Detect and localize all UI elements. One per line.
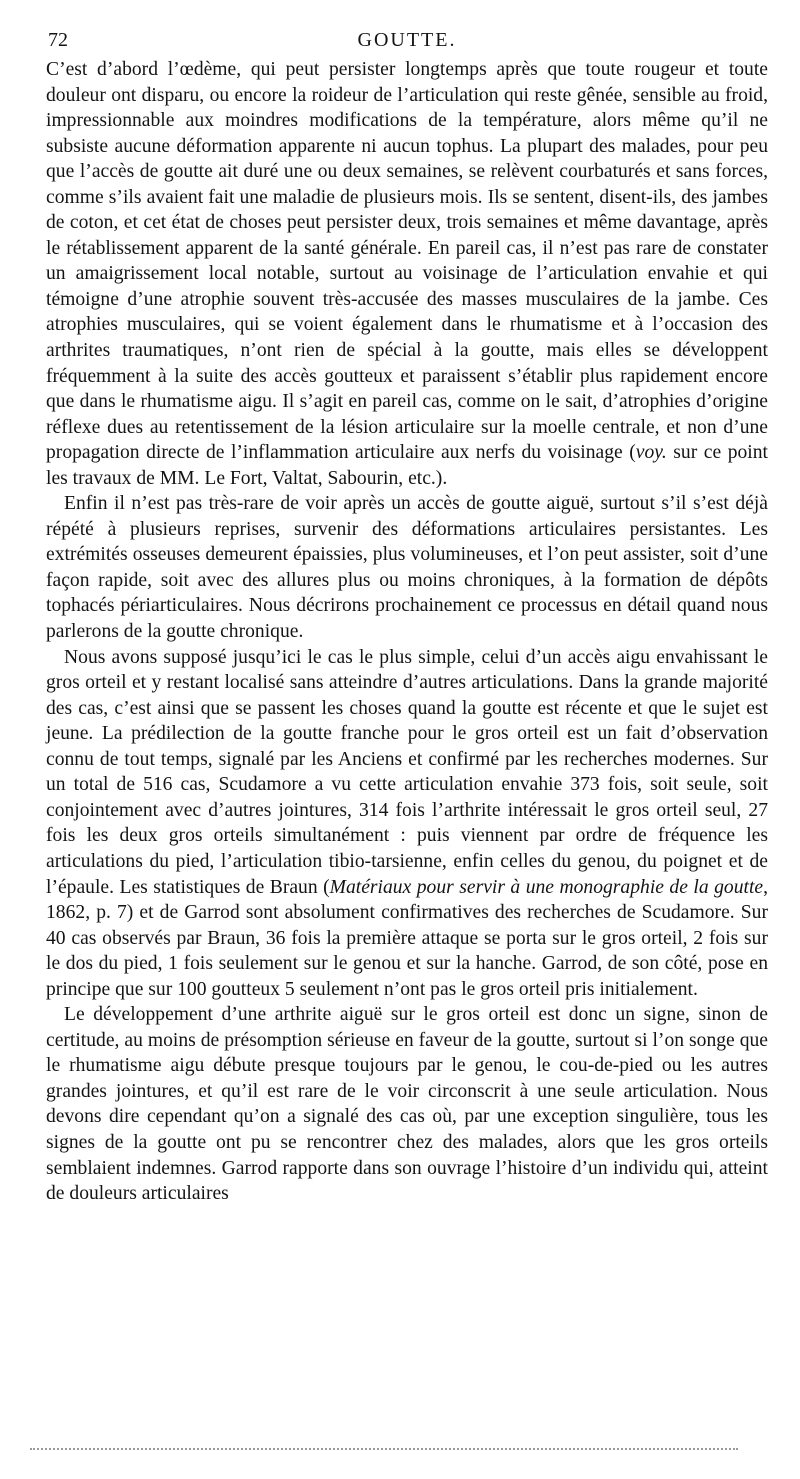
paragraph xyxy=(46,57,768,491)
text-run: sur ce point les travaux de MM. Le Fort, Valtat, Sabourin, etc.). xyxy=(46,442,768,489)
text-run: C’est d’abord l’œdème, qui peut persister longtemps après que toute rougeur et toute douleur ont disparu, ou encore la roideur de l’articulation qui reste gênée, sensible au froid, impressionnable aux moindres modifications de la température, alors même qu’il ne subsiste aucune déformation apparente ni aucun tophus. La plupart des malades, pour peu que l’accès de goutte ait duré une ou deux semaines, se relèvent courbaturés et sans forces, comme s’ils avaient fait une maladie de plusieurs mois. Ils se sentent, disent-ils, des jambes de coton, et cet état de choses peut persister deux, trois semaines et même davantage, après le rétablissement apparent de la santé générale. En pareil cas, il n’est pas rare de constater un amaigrissement local notable, surtout au voisinage de l’articulation envahie et qui témoigne d’une atrophie souvent très-accusée des masses musculaires de la jambe. Ces atrophies musculaires, qui se voient également dans le rhumatisme et à l’occasion des arthrites traumatiques, n’ont rien de spécial à la goutte, mais elles se développent fréquemment à la suite des accès goutteux et paraissent s’établir plus rapidement encore que dans le rhumatisme aigu. Il s’agit en pareil cas, comme on le sait, d’atrophies d’origine réflexe dues au retentissement de la lésion articulaire sur la moelle centrale, et non d’une propagation directe de l’inflammation articulaire aux nerfs du voisinage ( xyxy=(46,59,768,464)
book-page xyxy=(46,26,768,1207)
paragraph xyxy=(46,491,768,644)
running-head xyxy=(46,26,768,54)
italic-text-run: Matériaux pour servir à une monographie de la goutte xyxy=(329,876,764,898)
paragraph xyxy=(46,1002,768,1206)
italic-text-run: voy. xyxy=(635,442,667,464)
page-number: 72 xyxy=(48,29,68,51)
running-title: GOUTTE. xyxy=(357,29,457,51)
page-bottom-rule xyxy=(30,1448,738,1450)
text-run: Enfin il n’est pas très-rare de voir après un accès de goutte aiguë, surtout s’il s’est déjà répété à plusieurs reprises, survenir des déformations articulaires persistantes. Les extrémités osseuses demeurent épaissies, plus volumineuses, et l’on peut assister, soit d’une façon rapide, soit avec des allures plus ou moins chroniques, à la formation de dépôts tophacés périarticulaires. Nous décrirons prochainement ce processus en détail quand nous parlerons de la goutte chronique. xyxy=(46,493,768,643)
text-run: Le développement d’une arthrite aiguë sur le gros orteil est donc un signe, sinon de certitude, au moins de présomption sérieuse en faveur de la goutte, surtout si l’on songe que le rhumatisme aigu débute presque toujours par le genou, le cou-de-pied ou les autres grandes jointures, et qu’il est rare de le voir circonscrit à une seule articulation. Nous devons dire cependant qu’on a signalé des cas où, par une exception singulière, tous les signes de la goutte ont pu se rencontrer chez des malades, alors que les gros orteils semblaient indemnes. Garrod rapporte dans son ouvrage l’histoire d’un individu qui, atteint de douleurs articulaires xyxy=(46,1004,768,1205)
text-run: , 1862, p. 7) et de Garrod sont absolument confirmatives des recherches de Scudamore. Sur 40 cas observés par Braun, 36 fois la première attaque se porta sur le gros orteil, 2 fois sur le dos du pied, 1 fois seulement sur le genou et sur la hanche. Garrod, de son côté, pose en principe que sur 100 goutteux 5 seulement n’ont pas le gros orteil pris initialement. xyxy=(46,876,769,1000)
body-text xyxy=(46,57,768,1207)
text-run: Nous avons supposé jusqu’ici le cas le plus simple, celui d’un accès aigu envahissant le gros orteil et y restant localisé sans atteindre d’autres articulations. Dans la grande majorité des cas, c’est ainsi que se passent les choses quand la goutte est récente et que le sujet est jeune. La prédilection de la goutte franche pour le gros orteil est un fait d’observation connu de tout temps, signalé par les Anciens et confirmé par les recherches modernes. Sur un total de 516 cas, Scudamore a vu cette articulation envahie 373 fois, soit seule, soit conjointement avec d’autres jointures, 314 fois l’arthrite intéressait le gros orteil seul, 27 fois les deux gros orteils simultanément : puis viennent par ordre de fréquence les articulations du pied, l’articulation tibio-tarsienne, enfin celles du genou, du poignet et de l’épaule. Les statistiques de Braun ( xyxy=(46,646,768,898)
paragraph xyxy=(46,645,768,1003)
